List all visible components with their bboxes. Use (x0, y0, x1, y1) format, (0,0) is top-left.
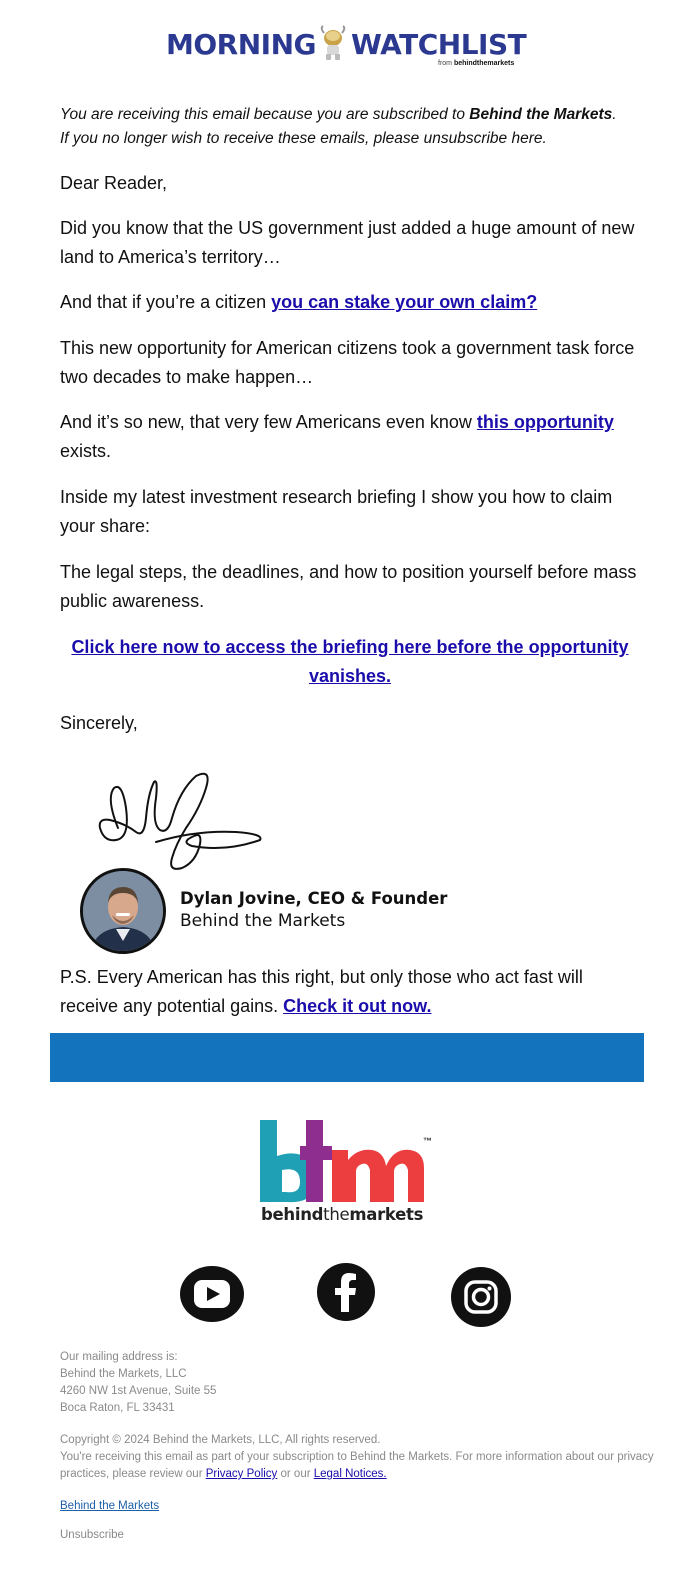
legal-notices-link[interactable]: Legal Notices. (313, 1468, 387, 1480)
subscription-notice: You are receiving this email because you are subscribed to Behind the Markets. If you no longer wish to receive these emails, please unsubscribe here. (60, 103, 640, 151)
check-it-out-link[interactable]: Check it out now. (283, 996, 432, 1016)
logo-from-text: from behindthemarkets (438, 60, 515, 67)
btm-footer-link-row (60, 1498, 660, 1515)
paragraph-4: And it’s so new, that very few Americans even know this opportunity exists. (60, 412, 614, 461)
mailing-address: Our mailing address is: Behind the Markets, LLC 4260 NW 1st Avenue, Suite 55 Boca Raton, FL 33431 (60, 1351, 217, 1414)
paragraph-5: Inside my latest investment research briefing I show you how to claim your share: (60, 487, 613, 536)
unsubscribe-notice[interactable]: If you no longer wish to receive these emails, please unsubscribe here. (60, 130, 547, 147)
paragraph-2: And that if you’re a citizen you can stake your own claim? (60, 292, 538, 312)
stake-claim-link[interactable]: you can stake your own claim? (271, 292, 538, 312)
unsubscribe-link[interactable]: Unsubscribe (60, 1529, 124, 1541)
cta-block (60, 633, 640, 691)
header-logo (0, 24, 700, 74)
signer-name: Dylan Jovine, CEO & Founder (180, 889, 448, 908)
privacy-text: You're receiving this email as part of your subscription to Behind the Markets. For more information about our privacy practices, please review our Privacy Policy or our Legal Notices. (60, 1451, 654, 1480)
paragraph-6: The legal steps, the deadlines, and how to position yourself before mass public awareness. (60, 562, 637, 611)
logo-text-morning: MORNING (166, 28, 316, 61)
bull-mascot-icon (314, 24, 352, 62)
behind-the-markets-link[interactable]: Behind the Markets (60, 1500, 160, 1512)
closing: Sincerely, (60, 713, 138, 733)
founder-photo (83, 871, 163, 951)
youtube-icon[interactable] (180, 1262, 244, 1326)
copyright-block (60, 1432, 660, 1483)
logo-text-watchlist: WATCHLIST (351, 28, 527, 61)
handwritten-signature (96, 768, 264, 884)
notice-brand: Behind the Markets (469, 106, 613, 123)
facebook-icon[interactable] (316, 1262, 376, 1322)
postscript: P.S. Every American has this right, but only those who act fast will receive any potential gains. Check it out now. (60, 967, 583, 1016)
paragraph-1: Did you know that the US government just added a huge amount of new land to America’s territory… (60, 218, 635, 267)
trademark-mark: ™ (423, 1136, 432, 1146)
avatar (80, 868, 166, 954)
briefing-cta-link[interactable]: Click here now to access the briefing here before the opportunity vanishes. (71, 637, 629, 686)
instagram-icon[interactable] (450, 1266, 512, 1328)
opportunity-link[interactable]: this opportunity (476, 412, 614, 432)
copyright-text: Copyright © 2024 Behind the Markets, LLC, All rights reserved. (60, 1434, 381, 1446)
paragraph-3: This new opportunity for American citizens took a government task force two decades to make happen… (60, 338, 635, 387)
privacy-policy-link[interactable]: Privacy Policy (205, 1468, 278, 1480)
blue-divider-bar (50, 1033, 644, 1082)
greeting: Dear Reader, (60, 173, 168, 193)
btm-wordmark: behindthemarkets (261, 1205, 424, 1224)
signer-company: Behind the Markets (180, 911, 346, 931)
